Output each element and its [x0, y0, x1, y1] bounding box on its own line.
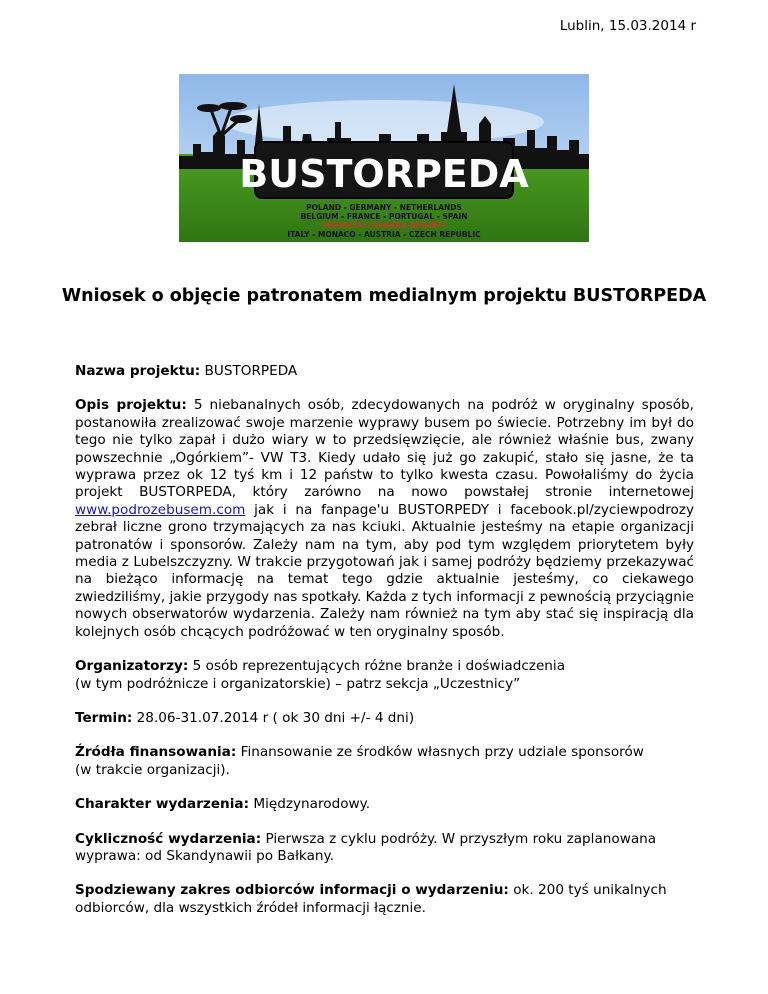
banner-countries-line-1: POLAND - GERMANY - NETHERLANDS	[306, 203, 462, 212]
funding-paragraph	[75, 744, 694, 779]
recurrence-text-1: Pierwsza z cyklu podróży. W przyszłym roku zaplanowana	[261, 830, 657, 847]
recurrence-text-2: wyprawa: od Skandynawii po Bałkany.	[75, 847, 334, 864]
funding-label: Źródła finansowania:	[75, 744, 237, 761]
event-character-value: Międzynarodowy.	[249, 796, 371, 813]
organizers-text-1: 5 osób reprezentujących różne branże i doświadczenia	[188, 658, 566, 675]
project-description-label: Opis projektu:	[75, 397, 187, 414]
funding-text-2: (w trakcie organizacji).	[75, 761, 230, 778]
event-character-paragraph	[75, 796, 694, 813]
date-range-paragraph	[75, 710, 694, 727]
banner-logo-text: BUSTORPEDA	[239, 152, 529, 196]
organizers-paragraph	[75, 658, 694, 693]
bustorpeda-banner	[179, 74, 589, 242]
organizers-text-2: (w tym podróżnicze i organizatorskie) – patrz sekcja „Uczestnicy”	[75, 675, 521, 692]
event-character-label: Charakter wydarzenia:	[75, 796, 250, 813]
audience-label: Spodziewany zakres odbiorców informacji o wydarzeniu:	[75, 882, 509, 899]
document-body	[75, 363, 694, 934]
project-description-paragraph	[75, 397, 694, 641]
date-range-value: 28.06-31.07.2014 r ( ok 30 dni +/- 4 dni)	[132, 709, 415, 726]
audience-paragraph	[75, 882, 694, 917]
audience-text-1: ok. 200 tyś unikalnych	[508, 882, 667, 899]
document-date: Lublin, 15.03.2014 r	[559, 18, 696, 34]
project-name-value: BUSTORPEDA	[200, 363, 298, 379]
audience-line-1	[75, 882, 694, 899]
project-description-text-1: 5 niebanalnych osób, zdecydowanych na podróż w oryginalny sposób, postanowiła zrealizować swoje marzenie wyprawy busem po świecie. Potrzebny im był do tego nie tylko zapał i dużo wiary w to przedsięwzięcie, ale również właśnie bus, zwany powszechnie „Ogórkiem”- VW T3. Kiedy udało się już go zakupić, stało się jasne, że ta wyprawa przez ok 12 tyś km i 12 państw to tylko kwesta czasu. Powołaliśmy do życia projekt BUSTORPEDA, który zarówno na nowo powstałej stronie internetowej	[75, 397, 695, 501]
funding-text-1: Finansowanie ze środków własnych przy udziale sponsorów	[236, 744, 644, 761]
banner-countries-line-4: ITALY - MONACO - AUSTRIA - CZECH REPUBLIC	[287, 230, 481, 239]
project-description-text-2: jak i na fanpage'u BUSTORPEDY i facebook.pl/zyciewpodrozy zebrał liczne grono trzymających za nas kciuki. Aktualnie jesteśmy na etapie organizacji patronatów i sponsorów. Zależy nam na tym, aby pod tym względem priorytetem były media z Lubelszczyzny. W trakcie przygotowań jak i samej podróży będziemy przekazywać na bieżąco informację na temat tego gdzie aktualnie jesteśmy, co ciekawego zwiedziliśmy, jakie przygody nas spotkały. Każda z tych informacji z pewnością przyciągnie nowych obserwatorów wydarzenia. Zależy nam również na tym aby stać się inspiracją dla kolejnych osób chcących podróżować w ten oryginalny sposób.	[75, 501, 694, 640]
project-name-paragraph	[75, 363, 694, 380]
banner-countries-line-3: MOROCCO (SAHARA DESERT)	[322, 221, 446, 230]
website-link[interactable]: www.podrozebusem.com	[75, 501, 246, 518]
date-range-label: Termin:	[75, 709, 133, 726]
organizers-label: Organizatorzy:	[75, 658, 189, 675]
recurrence-label: Cykliczność wydarzenia:	[75, 830, 262, 847]
document-title: Wniosek o objęcie patronatem medialnym projektu BUSTORPEDA	[61, 286, 707, 306]
audience-text-2: odbiorców, dla wszystkich źródeł informacji łącznie.	[75, 899, 426, 916]
organizers-line-1	[75, 658, 694, 675]
project-name-label: Nazwa projektu:	[75, 363, 201, 379]
recurrence-line-1	[75, 831, 694, 848]
banner-countries-line-2: BELGIUM - FRANCE - PORTUGAL - SPAIN	[300, 212, 468, 221]
funding-line-1	[75, 744, 694, 761]
recurrence-paragraph	[75, 831, 694, 866]
